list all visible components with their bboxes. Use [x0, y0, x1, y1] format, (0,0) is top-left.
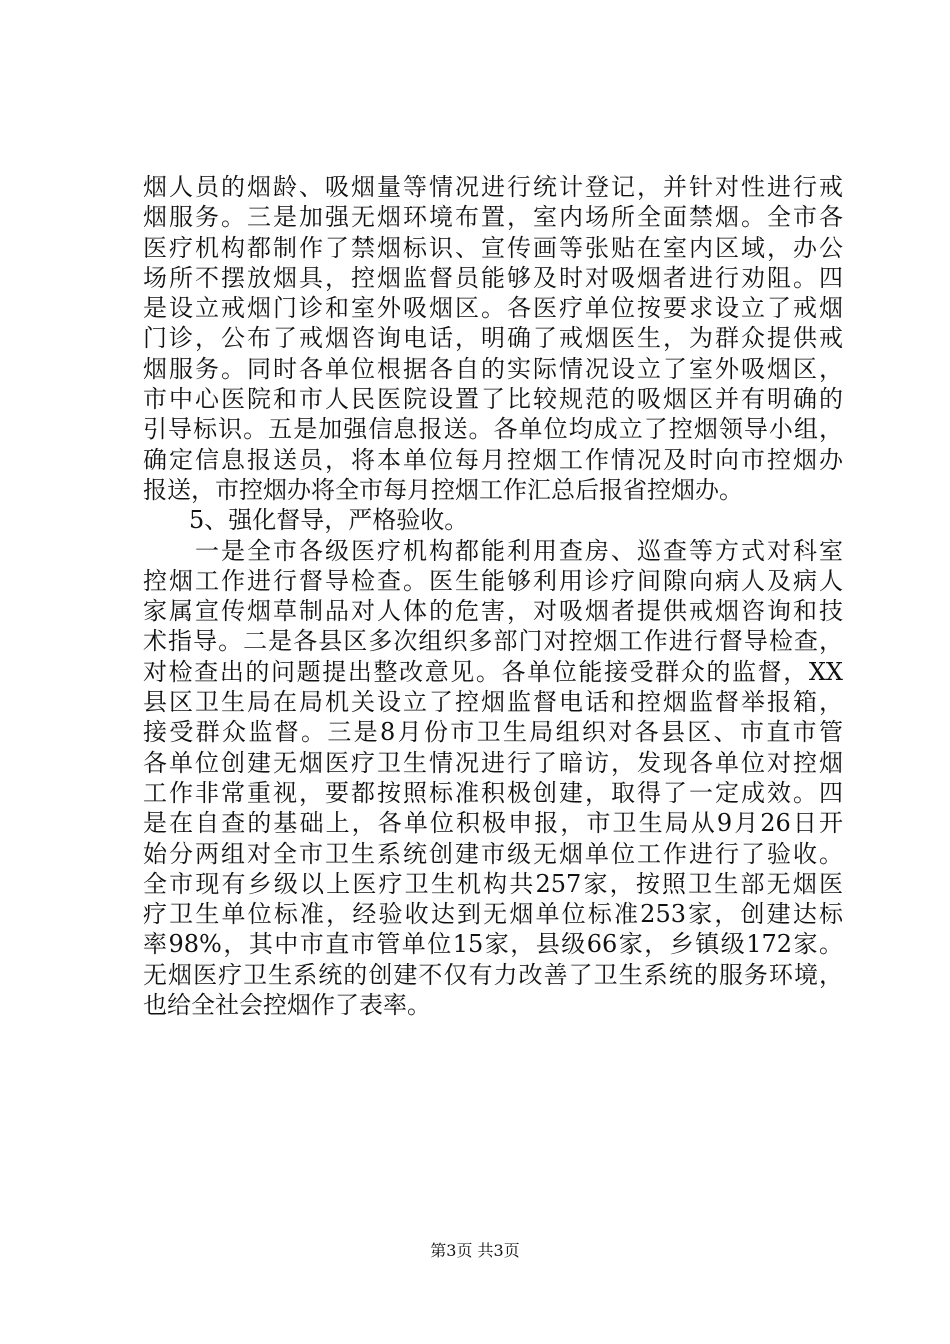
text-line: 也给全社会控烟作了表率。: [143, 991, 431, 1020]
text-line: 市中心医院和市人民医院设置了比较规范的吸烟区并有明确的: [143, 385, 843, 414]
text-line: 各单位创建无烟医疗卫生情况进行了暗访，发现各单位对控烟: [143, 748, 843, 777]
document-body: [143, 172, 843, 1020]
text-line: 无烟医疗卫生系统的创建不仅有力改善了卫生系统的服务环境，: [143, 960, 843, 989]
text-line: 控烟工作进行督导检查。医生能够利用诊疗间隙向病人及病人: [143, 566, 843, 595]
text-line: 家属宣传烟草制品对人体的危害，对吸烟者提供戒烟咨询和技: [143, 597, 843, 626]
text-line: 确定信息报送员，将本单位每月控烟工作情况及时向市控烟办: [143, 445, 843, 474]
text-line: 是在自查的基础上，各单位积极申报，市卫生局从9月26日开: [143, 809, 843, 838]
page-number-footer: 第3页 共3页: [430, 1241, 520, 1260]
text-line: 烟服务。三是加强无烟环境布置，室内场所全面禁烟。全市各: [143, 203, 843, 232]
text-line: 疗卫生单位标准，经验收达到无烟单位标准253家，创建达标: [143, 900, 843, 929]
text-line: 对检查出的问题提出整改意见。各单位能接受群众的监督，XX: [143, 657, 843, 686]
section-heading: 5、强化督导，严格验收。: [189, 506, 469, 535]
text-line: 烟服务。同时各单位根据各自的实际情况设立了室外吸烟区，: [143, 354, 843, 383]
text-line: 医疗机构都制作了禁烟标识、宣传画等张贴在室内区域，办公: [143, 233, 843, 262]
text-line: 场所不摆放烟具，控烟监督员能够及时对吸烟者进行劝阻。四: [143, 263, 843, 292]
text-line: 一是全市各级医疗机构都能利用查房、巡查等方式对科室: [195, 536, 843, 565]
text-line: 率98%，其中市直市管单位15家，县级66家，乡镇级172家。: [143, 930, 843, 959]
text-line: 报送，市控烟办将全市每月控烟工作汇总后报省控烟办。: [143, 475, 743, 504]
text-line: 术指导。二是各县区多次组织多部门对控烟工作进行督导检查，: [143, 627, 843, 656]
text-line: 县区卫生局在局机关设立了控烟监督电话和控烟监督举报箱，: [143, 688, 843, 717]
text-line: 门诊，公布了戒烟咨询电话，明确了戒烟医生，为群众提供戒: [143, 324, 843, 353]
text-line: 全市现有乡级以上医疗卫生机构共257家，按照卫生部无烟医: [143, 869, 843, 898]
text-line: 烟人员的烟龄、吸烟量等情况进行统计登记，并针对性进行戒: [143, 173, 843, 201]
text-line: 接受群众监督。三是8月份市卫生局组织对各县区、市直市管: [143, 718, 843, 747]
text-line: 引导标识。五是加强信息报送。各单位均成立了控烟领导小组，: [143, 415, 843, 444]
text-line: 是设立戒烟门诊和室外吸烟区。各医疗单位按要求设立了戒烟: [143, 294, 843, 323]
text-line: 始分两组对全市卫生系统创建市级无烟单位工作进行了验收。: [143, 839, 843, 868]
text-line: 工作非常重视，要都按照标准积极创建，取得了一定成效。四: [143, 778, 843, 807]
